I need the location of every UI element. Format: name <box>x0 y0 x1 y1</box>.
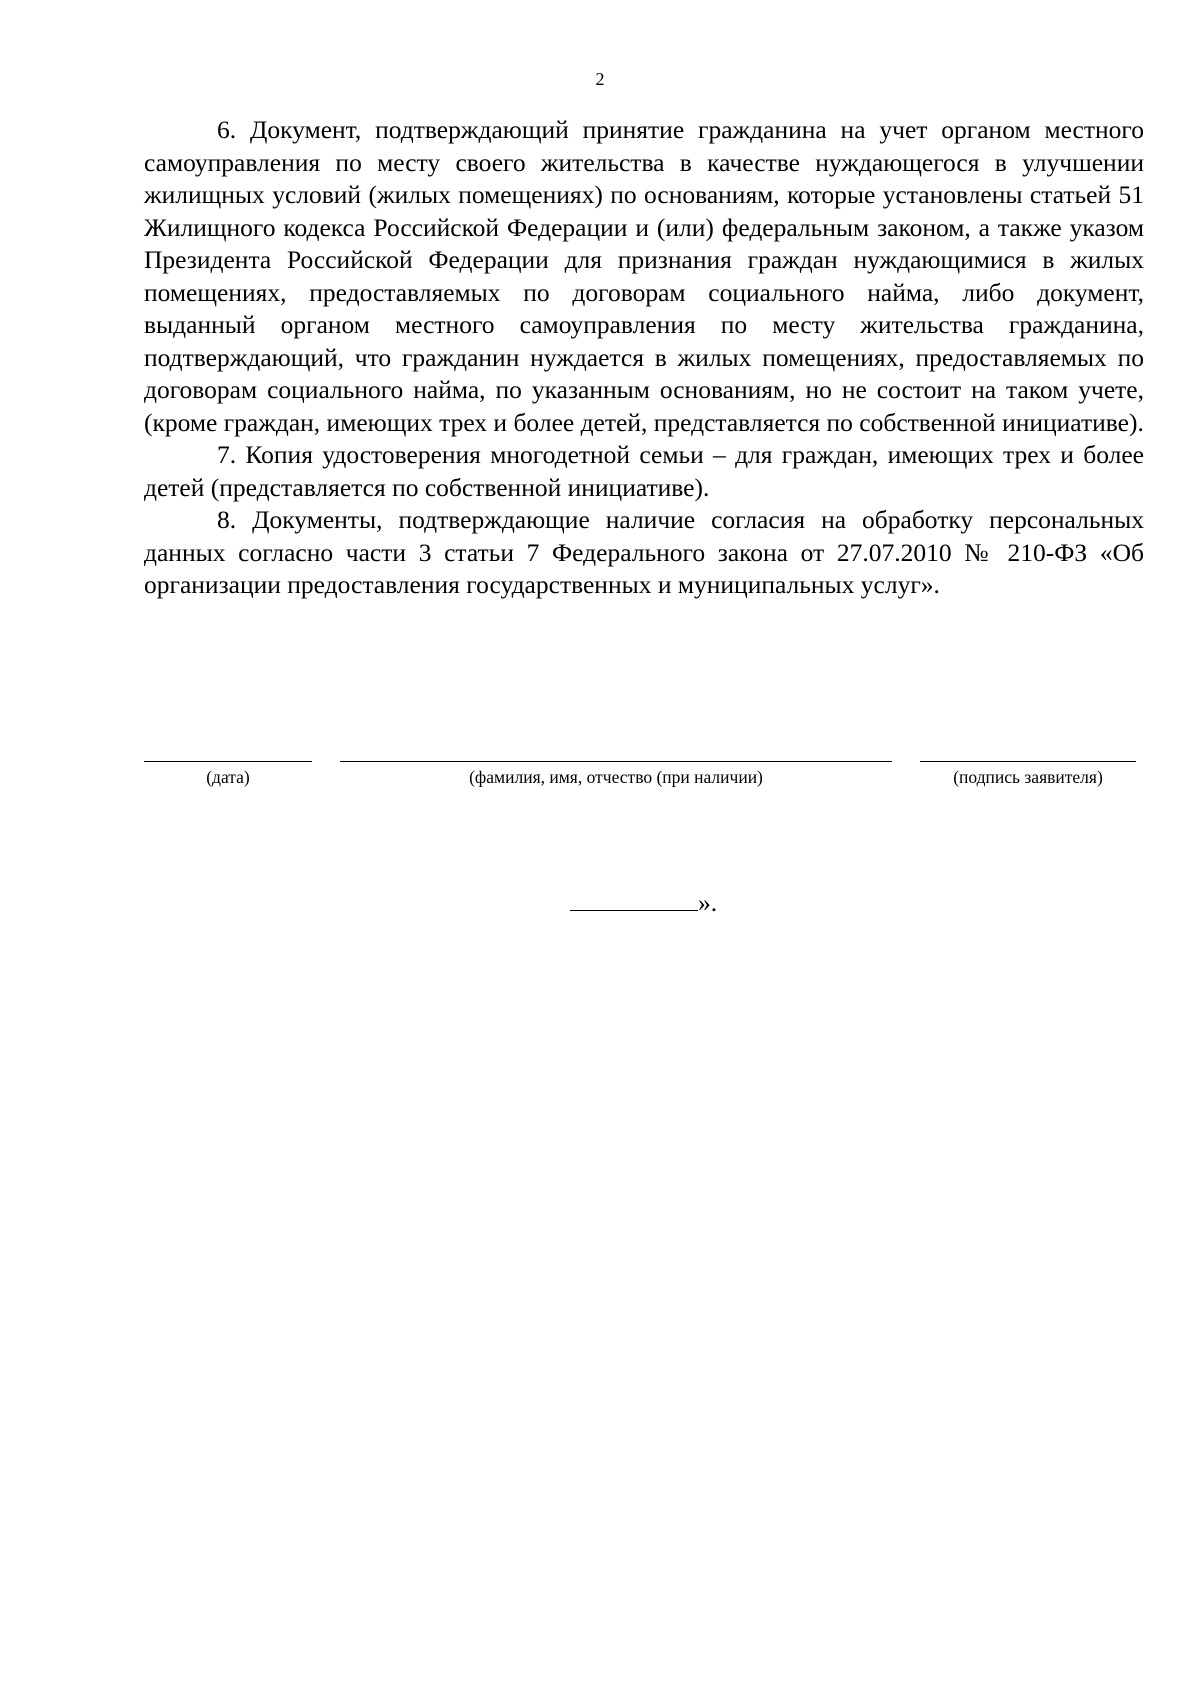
paragraph-8: 8. Документы, подтверждающие наличие согласия на обработку персональных данных согласно части 3 статьи 7 Федерального закона от 27.07.2010 № 210-ФЗ «Об организации предоставления государственных и муниципальных услуг». <box>144 505 1144 599</box>
date-line <box>144 761 312 762</box>
name-caption: (фамилия, имя, отчество (при наличии) <box>469 767 763 787</box>
name-line <box>340 761 892 762</box>
paragraph-7: 7. Копия удостоверения многодетной семьи – для граждан, имеющих трех и более детей (представляется по собственной инициативе). <box>144 440 1144 502</box>
document-body <box>144 114 1144 602</box>
signature-caption: (подпись заявителя) <box>953 767 1103 787</box>
closing-line <box>570 888 717 918</box>
closing-blank <box>570 888 698 911</box>
page-number: 2 <box>595 69 605 89</box>
date-caption: (дата) <box>206 767 250 787</box>
closing-mark: ». <box>698 888 718 917</box>
signature-line <box>920 761 1136 762</box>
paragraph-6: 6. Документ, подтверждающий принятие гражданина на учет органом местного самоуправления по месту своего жительства в качестве нуждающегося в улучшении жилищных условий (жилых помещениях) по основаниям, которые установлены статьей 51 Жилищного кодекса Российской Федерации и (или) федеральным законом, а также указом Президента Российской Федерации для признания граждан нуждающимися в жилых помещениях, предоставляемых по договорам социального найма, либо документ, выданный органом местного самоуправления по месту жительства гражданина, подтверждающий, что гражданин нуждается в жилых помещениях, предоставляемых по договорам социального найма, по указанным основаниям, но не состоит на таком учете, (кроме граждан, имеющих трех и более детей, представляется по собственной инициативе). <box>144 115 1144 437</box>
